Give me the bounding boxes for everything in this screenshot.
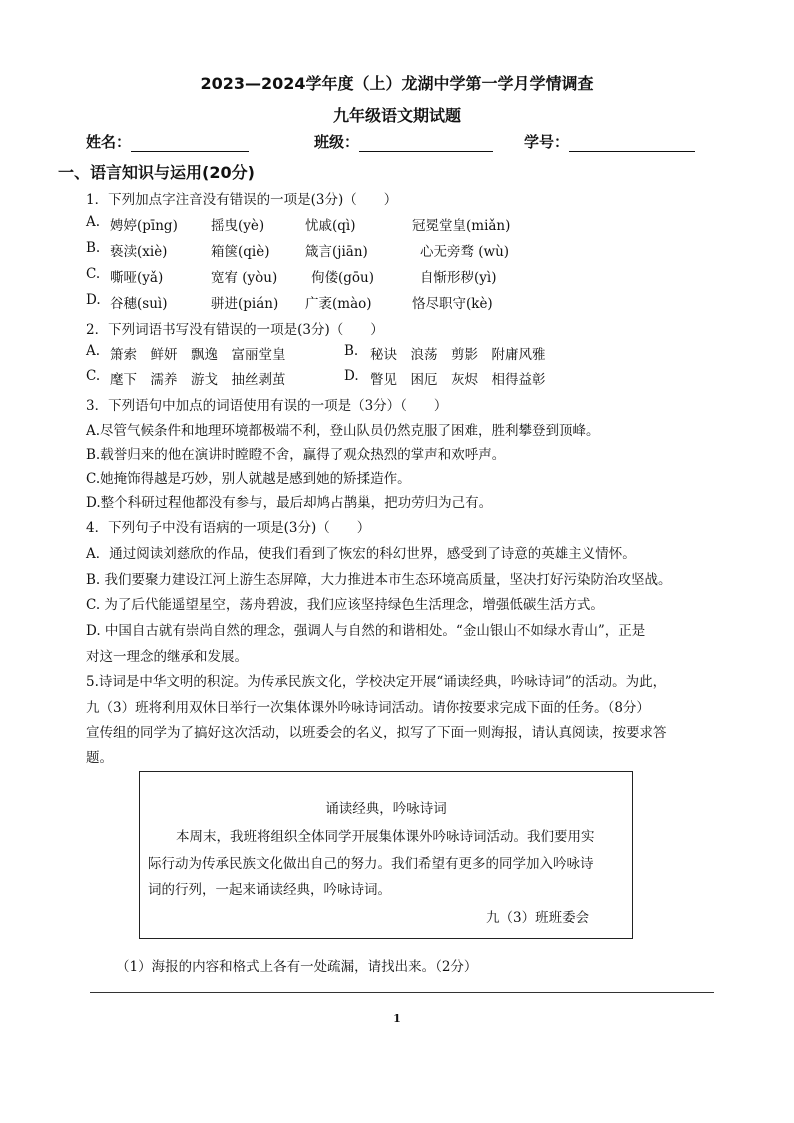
option-item: 亵渎(xiè) [110,244,168,260]
name-field [86,131,249,152]
class-blank [359,135,493,152]
q5-line: 九（3）班将利用双休日举行一次集体课外吟咏诗词活动。请你按要求完成下面的任务。（8分） [86,700,650,716]
q3-option-b: B.载誉归来的他在演讲时瞠瞪不舍，赢得了观众热烈的掌声和欢呼声。 [86,447,506,463]
q4-option-c: C. 为了后代能遥望星空，荡舟碧波，我们应该坚持绿色生活理念，增强低碳生活方式。 [86,597,604,613]
poster-line: 本周末，我班将组织全体同学开展集体课外吟咏诗词活动。我们要用实 [176,829,595,845]
q4-option-b: B. 我们要聚力建设江河上游生态屏障，大力推进本市生态环境高质量，坚决打好污染防治攻坚战。 [86,572,672,588]
poster-line: 际行动为传承民族文化做出自己的努力。我们希望有更多的同学加入吟咏诗 [148,856,594,872]
option-text: 秘诀 浪荡 剪影 附庸风雅 [370,347,546,363]
q4-option-a: A．通过阅读刘慈欣的作品，使我们看到了恢宏的科幻世界，感受到了诗意的英雄主义情怀。 [86,546,636,562]
option-text: 箫索 鲜妍 飘逸 富丽堂皇 [110,347,286,363]
poster-line: 词的行列，一起来诵读经典，吟咏诗词。 [148,882,391,898]
option-item: 恪尽职守(kè) [412,296,493,312]
option-item: 冠冕堂皇(miǎn) [412,218,511,234]
name-blank [131,135,249,152]
section-title: 一、语言知识与运用(20分) [58,163,255,182]
q3-option-a: A.尽管气候条件和地理环境都极端不利，登山队员仍然克服了困难，胜利攀登到顶峰。 [86,423,600,439]
number-label: 学号： [524,133,570,151]
q4-option-d: D. 中国自古就有崇尚自然的理念，强调人与自然的和谐相处。“金山银山不如绿水青山”，正是 [86,623,646,639]
option-item: 娉婷(pīng) [110,218,178,234]
option-item: 广袤(mào) [305,296,372,312]
class-label: 班级： [314,133,360,151]
option-letter: C. [86,368,101,384]
class-field [314,131,493,152]
option-item: 箱箧(qiè) [211,244,270,260]
option-letter: A. [86,214,101,230]
q5-line: 题。 [86,750,113,766]
option-item: 忧戚(qì) [305,218,356,234]
option-letter: D. [344,368,359,384]
option-item: 佝偻(gōu) [311,270,374,286]
name-label: 姓名： [86,133,132,151]
exam-subtitle: 九年级语文期试题 [332,106,461,125]
q3-option-d: D.整个科研过程他都没有参与，最后却鸠占鹊巢，把功劳归为己有。 [86,495,493,511]
option-item: 谷穗(suì) [110,296,168,312]
question-1-stem: 1．下列加点字注音没有错误的一项是(3分)（ ） [86,192,398,208]
option-item: 宽宥 (yòu) [211,270,278,286]
q5-line: 宣传组的同学为了搞好这次活动，以班委会的名义，拟写了下面一则海报，请认真阅读，按要求答 [86,725,667,741]
option-text: 麾下 濡养 游戈 抽丝剥茧 [110,372,286,388]
q4-option-d-cont: 对这一理念的继承和发展。 [86,649,248,665]
q3-option-c: C.她掩饰得越是巧妙，别人就越是感到她的矫揉造作。 [86,471,411,487]
question-4-stem: 4．下列句子中没有语病的一项是(3分)（ ） [86,520,371,536]
number-field [524,131,695,152]
poster-title: 诵读经典，吟咏诗词 [325,801,447,817]
option-item: 嘶哑(yǎ) [110,270,164,286]
page-number: 1 [393,1012,401,1025]
option-item: 箴言(jiān) [305,244,368,260]
option-item: 自惭形秽(yì) [420,270,497,286]
question-3-stem: 3．下列语句中加点的词语使用有误的一项是（3分）（ ） [86,398,448,414]
option-letter: B. [86,240,101,256]
footer-divider [90,992,714,993]
poster-signature: 九（3）班班委会 [486,910,590,926]
option-item: 摇曳(yè) [211,218,265,234]
option-text: 瞥见 困厄 灰烬 相得益彰 [370,372,546,388]
option-letter: A. [86,343,101,359]
number-blank [569,135,695,152]
poster-box [139,771,633,939]
option-letter: B. [344,343,359,359]
exam-title: 2023—2024学年度（上）龙湖中学第一学月学情调查 [200,74,594,93]
option-item: 骈进(pián) [211,296,279,312]
q5-line: 5.诗词是中华文明的积淀。为传承民族文化，学校决定开展“诵读经典，吟咏诗词”的活动。为此， [86,674,667,690]
option-letter: C. [86,266,101,282]
question-2-stem: 2．下列词语书写没有错误的一项是(3分)（ ） [86,322,384,338]
option-letter: D. [86,292,101,308]
q5-subquestion-1: （1）海报的内容和格式上各有一处疏漏，请找出来。（2分） [116,959,478,975]
option-item: 心无旁骛 (wù) [420,244,510,260]
